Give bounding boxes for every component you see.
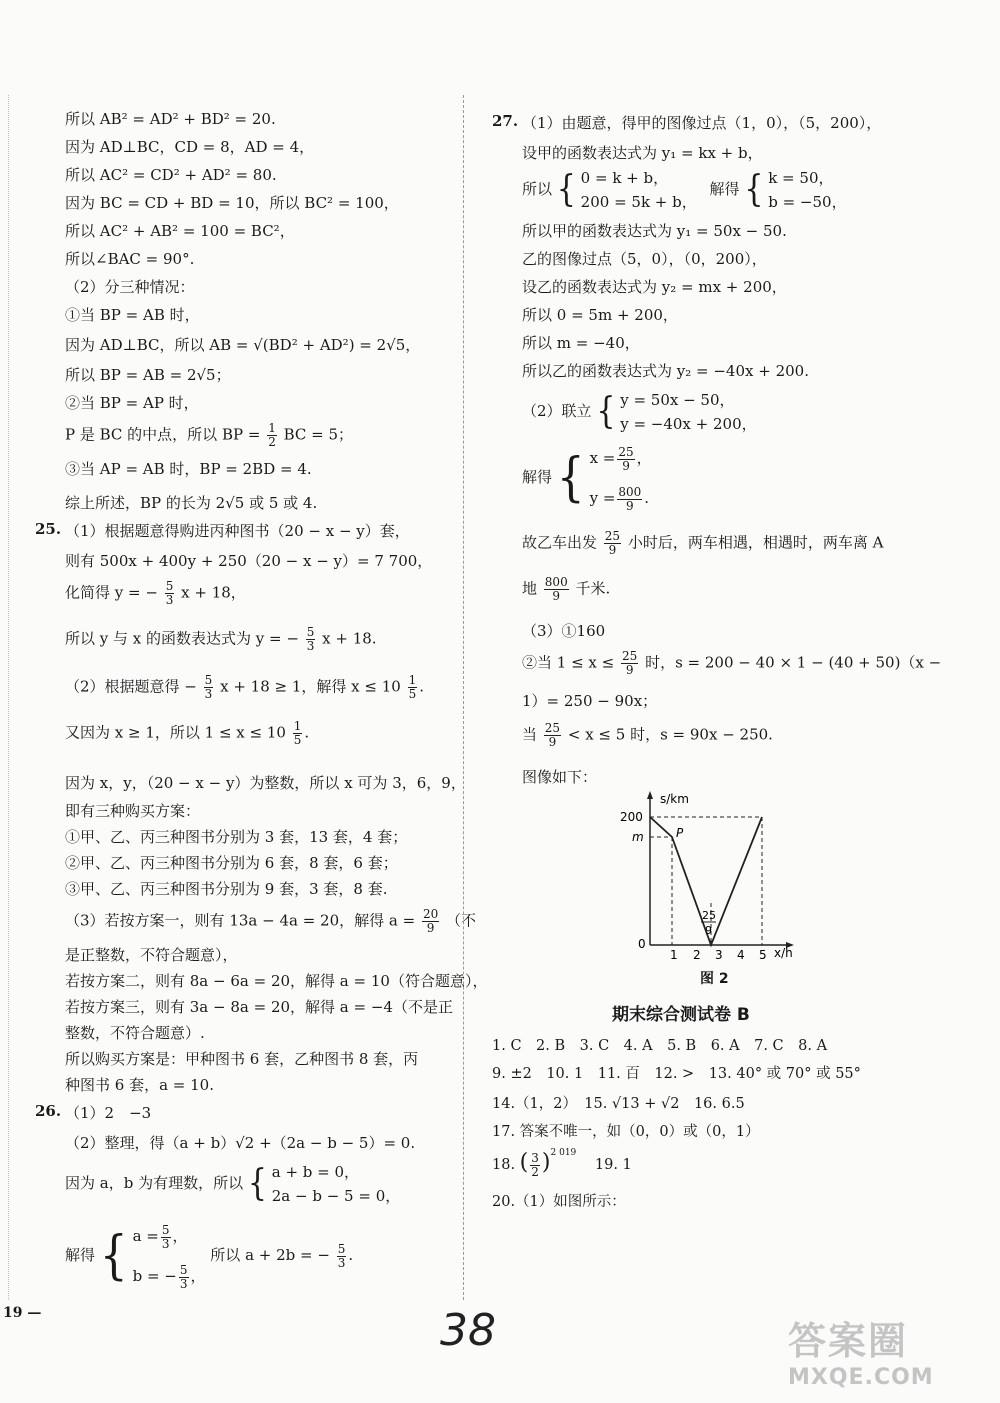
text-line: 是正整数，不符合题意）， [65, 946, 238, 964]
text-line [65, 580, 246, 607]
text-line [522, 650, 941, 677]
equation: k = 50， [768, 169, 834, 187]
fraction [530, 1152, 540, 1179]
brace: { [99, 1224, 128, 1286]
text-line: （2）整理，得（a + b）√2 +（2a − b − 5）= 0. [65, 1134, 416, 1152]
question-number: 25. [35, 520, 62, 538]
text-fragment: （3）若按方案一，则有 13a − 4a = 20，解得 a = [65, 911, 416, 930]
equation-system [768, 166, 846, 214]
fraction [306, 626, 316, 653]
text-line: 所以 BP = AB = 2√5； [65, 366, 231, 384]
numerator: 3 [531, 1150, 539, 1165]
text-line: 又因为 x ≥ 1，所以 1 ≤ x ≤ 10 $\frac{1}{5}$ . [65, 719, 310, 747]
numerator: 5 [161, 1222, 170, 1237]
numerator: 25 [622, 649, 638, 663]
fraction [617, 486, 642, 513]
text-line: ③甲、乙、丙三种图书分别为 9 套，3 套，8 套. [65, 880, 388, 898]
text-fragment: 18. [492, 1157, 516, 1173]
page-edge-line [8, 95, 9, 1300]
text-line [65, 908, 476, 935]
answer-line: 1. C 2. B 3. C 4. A 5. B 6. A 7. C 8. A [492, 1038, 828, 1054]
text-fragment: x + 18. [322, 629, 377, 648]
numerator: 25 [618, 444, 634, 459]
denominator: 2 [531, 1164, 539, 1179]
text-fragment: x + 18， [181, 583, 246, 602]
numerator: 5 [337, 1241, 346, 1256]
text-line: 因为 BC = CD + BD = 10，所以 BC² = 100， [65, 194, 399, 212]
answer-line: 17. 答案不唯一，如（0，0）或（0，1） [492, 1124, 760, 1140]
text-line: ②甲、乙、丙三种图书分别为 6 套，8 套，6 套； [65, 854, 398, 872]
text-fragment: 化简得 y = − [65, 583, 158, 602]
denominator: 9 [548, 735, 557, 749]
denominator: 9 [426, 921, 435, 935]
text-line: 即有三种购买方案： [65, 802, 201, 820]
text-fragment: 解得 [709, 180, 740, 198]
text-line [522, 576, 610, 603]
fraction [544, 722, 561, 749]
text-fragment: 千米. [575, 579, 611, 598]
text-line: 若按方案二，则有 8a − 6a = 20，解得 a = 10（符合题意）， [65, 972, 488, 990]
denominator: 3 [337, 1255, 346, 1270]
text-line: 解得 { a = $\frac{5}{3}$ ， b = − $\frac{5}{3}$ ， 所以 a + 2b = − $\frac{5}{3}$ . [65, 1216, 353, 1296]
text-fragment: < x ≤ 5 时，s = 90x − 250. [567, 725, 773, 744]
text-fragment: x + 18 ≥ 1，解得 x ≤ 10 [220, 677, 401, 696]
equation: x = $\frac{25}{9}$ ， [589, 444, 652, 473]
denominator: 2 [268, 435, 276, 449]
equation: b = −50， [768, 193, 847, 211]
y-tick-200: 200 [620, 810, 643, 824]
fraction [604, 530, 621, 557]
equation: y = −40x + 200， [620, 415, 757, 433]
denominator: 3 [165, 593, 174, 607]
equation-system [581, 166, 697, 214]
figure-caption: 图 2 [700, 971, 729, 987]
text-line [522, 722, 773, 749]
brace: { [744, 168, 764, 211]
equation: b = − $\frac{5}{3}$ ， [132, 1262, 206, 1291]
text-fragment: 当 [522, 725, 538, 744]
text-line: 因为 x，y，（20 − x − y）为整数，所以 x 可为 3，6，9， [65, 774, 466, 792]
equation: a + b = 0， [271, 1163, 360, 1181]
numerator: 20 [422, 907, 439, 921]
text-fragment: （不 [446, 911, 477, 930]
numerator: 800 [618, 484, 642, 499]
question-number: 27. [492, 112, 519, 130]
answer-line: 9. ±2 10. 1 11. 百 12. > 13. 40° 或 70° 或 55° [492, 1066, 861, 1082]
text-line: 所以 AC² + AB² = 100 = BC²， [65, 222, 295, 240]
origin-label: 0 [638, 937, 646, 951]
text-line [522, 530, 883, 557]
column-separator [463, 95, 464, 1300]
text-fragment: （2）根据题意得 − [65, 677, 197, 696]
equation-system [620, 388, 756, 436]
fraction [179, 1264, 189, 1291]
section-title: 期末综合测试卷 B [612, 1005, 750, 1025]
equation: y = $\frac{800}{9}$ . [589, 484, 650, 513]
text-line [522, 166, 847, 214]
fraction [293, 720, 303, 747]
equation: y = 50x − 50， [620, 391, 735, 409]
equation: 200 = 5k + b， [580, 193, 697, 211]
text-fragment: 小时后，两车相遇，相遇时，两车离 A [627, 533, 884, 552]
x-axis-label: x/h [774, 946, 793, 960]
text-line: 整数，不符合题意）. [65, 1024, 205, 1042]
denominator: 3 [179, 1276, 188, 1291]
denominator: 3 [161, 1236, 170, 1251]
numerator: 5 [204, 673, 213, 687]
text-line: 所以 m = −40， [522, 334, 640, 352]
equation: 0 = k + b， [580, 169, 669, 187]
equation-system [590, 438, 652, 518]
text-line: 种图书 6 套，a = 10. [65, 1076, 214, 1094]
numerator: 800 [544, 575, 568, 589]
text-line: （2）根据题意得 − $\frac{5}{3}$ x + 18 ≥ 1，解得 x ≤ 10 $\frac{1}{5}$ . [65, 673, 425, 701]
equation-system [133, 1216, 206, 1296]
text-line: 则有 500x + 400y + 250（20 − x − y）= 7 700， [65, 552, 433, 570]
text-fragment: 所以 [522, 180, 553, 198]
text-line: 所以乙的函数表达式为 y₂ = −40x + 200. [522, 362, 809, 380]
y-axis-arrow [647, 791, 653, 799]
y-axis-label: s/km [660, 792, 689, 806]
watermark-title: 答案圈 [788, 1319, 909, 1363]
text-line: （1）根据题意得购进丙种图书（20 − x − y）套， [65, 522, 410, 540]
numerator: 5 [179, 1262, 188, 1277]
brace: { [556, 168, 576, 211]
x-tick: 1 [670, 948, 678, 962]
point-p-label: P [676, 826, 684, 840]
fraction [165, 580, 175, 607]
mid-label-den: 9 [705, 924, 712, 937]
text-fragment: 所以 y 与 x 的函数表达式为 y = − [65, 629, 299, 648]
brace: { [596, 390, 616, 433]
text-line: 所以 AC² = CD² + AD² = 80. [65, 166, 277, 184]
y-tick-m: m [632, 830, 644, 844]
text-line [65, 626, 377, 653]
text-fragment: 19. 1 [594, 1157, 632, 1173]
answer-line: 18. ( $\frac{3}{2}$ )$^{2 019}$ 19. 1 [492, 1148, 632, 1179]
brace: { [556, 446, 585, 508]
handwritten-number: 38 [440, 1305, 496, 1356]
text-fragment: 时，s = 200 − 40 × 1 − (40 + 50)（x − [645, 653, 942, 672]
answer-line: 14.（1，2） 15. √13 + √2 16. 6.5 [492, 1096, 745, 1112]
numerator: 25 [544, 721, 561, 735]
text-line [522, 388, 757, 436]
text-fragment: （2）联立 [522, 402, 592, 420]
fraction [422, 908, 439, 935]
text-line [522, 438, 652, 518]
denominator: 9 [552, 589, 561, 603]
watermark-logo [788, 1310, 993, 1395]
fraction [204, 674, 214, 701]
text-fragment: P 是 BC 的中点，所以 BP = [65, 425, 261, 444]
text-line: ①甲、乙、丙三种图书分别为 3 套，13 套，4 套； [65, 828, 408, 846]
text-line: 所以甲的函数表达式为 y₁ = 50x − 50. [522, 222, 787, 240]
fraction [161, 1224, 171, 1251]
text-line: 设乙的函数表达式为 y₂ = mx + 200， [522, 278, 787, 296]
text-line: 若按方案三，则有 3a − 8a = 20，解得 a = −4（不是正 [65, 998, 453, 1016]
denominator: 9 [622, 458, 630, 473]
denominator: 3 [306, 639, 315, 653]
text-line: 所以购买方案是：甲种图书 6 套，乙种图书 8 套，丙 [65, 1050, 419, 1068]
equation: 2a − b − 5 = 0， [271, 1187, 401, 1205]
fraction [617, 446, 634, 473]
text-fragment: 地 [522, 579, 538, 598]
text-line: ①当 BP = AB 时， [65, 306, 200, 324]
brace: { [247, 1162, 267, 1205]
distance-time-graph [610, 785, 810, 985]
text-line: （1）2 −3 [65, 1104, 152, 1122]
denominator: 9 [608, 543, 617, 557]
page-number: 19 — [3, 1305, 42, 1321]
denominator: 3 [204, 687, 213, 701]
fraction [408, 674, 418, 701]
numerator: 25 [604, 529, 621, 543]
x-tick: 4 [737, 948, 745, 962]
denominator: 9 [625, 663, 634, 677]
text-line: ②当 BP = AP 时， [65, 394, 199, 412]
text-line: （1）由题意，得甲的图像过点（1，0），（5，200）， [522, 114, 882, 132]
numerator: 1 [408, 673, 417, 687]
numerator: 1 [268, 421, 276, 435]
text-fragment: x = [589, 449, 616, 467]
text-line: 1）= 250 − 90x； [522, 692, 658, 710]
text-fragment: a = [132, 1227, 159, 1245]
exponent: 2 019 [550, 1148, 577, 1158]
denominator: 9 [626, 498, 634, 513]
x-tick: 3 [715, 948, 723, 962]
text-line [65, 1160, 400, 1208]
x-tick: 2 [693, 948, 701, 962]
text-line: 设甲的函数表达式为 y₁ = kx + b， [522, 144, 763, 162]
text-fragment: 解得 [65, 1246, 96, 1264]
text-line [65, 422, 353, 449]
numerator: 1 [293, 719, 302, 733]
text-fragment: 因为 a，b 为有理数，所以 [65, 1174, 244, 1192]
denominator: 5 [408, 687, 417, 701]
text-line: 所以 0 = 5m + 200， [522, 306, 678, 324]
fraction [544, 576, 569, 603]
watermark-url: MXQE.COM [788, 1365, 934, 1390]
text-fragment: 又因为 x ≥ 1，所以 1 ≤ x ≤ 10 [65, 723, 286, 742]
x-tick: 5 [759, 948, 767, 962]
text-fragment: b = − [132, 1267, 177, 1285]
numerator: 5 [306, 625, 315, 639]
fraction [621, 650, 638, 677]
fraction [267, 422, 277, 449]
fraction [337, 1243, 347, 1270]
text-line: 乙的图像过点（5，0），（0，200）， [522, 250, 767, 268]
text-line: （2）分三种情况： [65, 278, 195, 296]
answer-line: 20.（1）如图所示： [492, 1194, 626, 1210]
denominator: 5 [293, 733, 302, 747]
text-fragment: y = [589, 489, 616, 507]
text-line: 图像如下： [522, 768, 598, 786]
text-line: （3）①160 [522, 622, 606, 640]
numerator: 5 [165, 579, 174, 593]
equation: a = $\frac{5}{3}$ ， [132, 1222, 188, 1251]
text-fragment: BC = 5； [283, 425, 354, 444]
text-fragment: 所以 a + 2b = − [210, 1246, 330, 1264]
equation-system [272, 1160, 401, 1208]
question-number: 26. [35, 1102, 62, 1120]
text-line: 所以∠BAC = 90°. [65, 250, 195, 268]
text-line: 因为 AD⊥BC，所以 AB = √(BD² + AD²) = 2√5， [65, 336, 421, 354]
text-fragment: 故乙车出发 [522, 533, 598, 552]
text-fragment: ②当 1 ≤ x ≤ [522, 653, 615, 672]
mid-label-num: 25 [702, 909, 716, 922]
text-line: 综上所述，BP 的长为 2√5 或 5 或 4. [65, 494, 318, 512]
text-line: 所以 AB² = AD² + BD² = 20. [65, 110, 276, 128]
text-line: ③当 AP = AB 时，BP = 2BD = 4. [65, 460, 312, 478]
text-line: 因为 AD⊥BC，CD = 8，AD = 4， [65, 138, 315, 156]
text-fragment: 解得 [522, 468, 553, 486]
